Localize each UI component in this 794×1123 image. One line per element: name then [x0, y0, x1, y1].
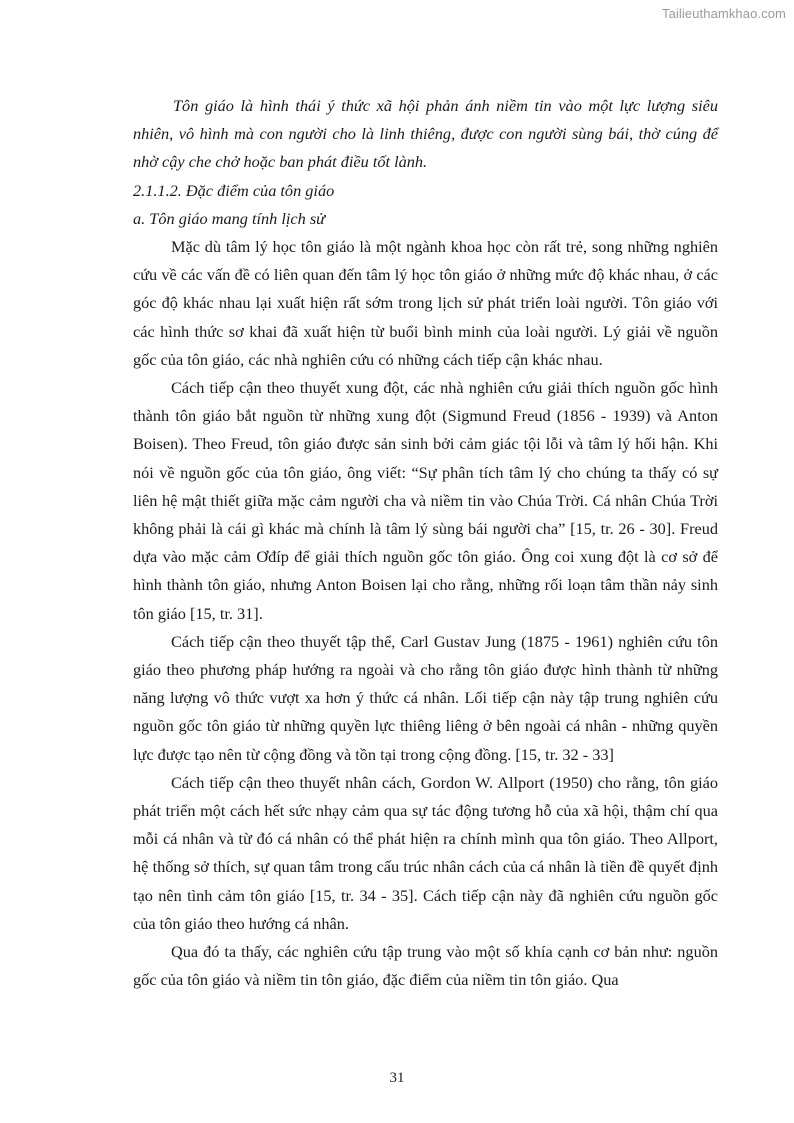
body-paragraph: Cách tiếp cận theo thuyết tập thể, Carl Gustav Jung (1875 - 1961) nghiên cứu tôn giáo theo phương pháp hướng ra ngoài và cho rằng tôn giáo được hình thành từ những năng lượng vô thức vượt xa hơn ý thức cá nhân. Lối tiếp cận này tập trung nghiên cứu nguồn gốc tôn giáo từ những quyền lực thiêng liêng ở bên ngoài cá nhân - những quyền lực được tạo nên từ cộng đồng và tồn tại trong cộng đồng. [15, tr. 32 - 33]: [133, 631, 718, 764]
body-paragraph: Mặc dù tâm lý học tôn giáo là một ngành khoa học còn rất trẻ, song những nghiên cứu về các vấn đề có liên quan đến tâm lý học tôn giáo ở những mức độ khác nhau, ở các góc độ khác nhau lại xuất hiện rất sớm trong lịch sử phát triển loài người. Tôn giáo với các hình thức sơ khai đã xuất hiện từ buổi bình minh của loài người. Lý giải về nguồn gốc của tôn giáo, các nhà nghiên cứu có những cách tiếp cận khác nhau.: [133, 237, 718, 369]
document-body: [133, 92, 718, 995]
subsection-heading: a. Tôn giáo mang tính lịch sử: [133, 208, 326, 228]
body-paragraph: Cách tiếp cận theo thuyết xung đột, các nhà nghiên cứu giải thích nguồn gốc hình thành tôn giáo bắt nguồn từ những xung đột (Sigmund Freud (1856 - 1939) và Anton Boisen). Theo Freud, tôn giáo được sản sinh bởi cảm giác tội lỗi và tâm lý hối hận. Khi nói về nguồn gốc của tôn giáo, ông viết: “Sự phân tích tâm lý cho chúng ta thấy có sự liên hệ mật thiết giữa mặc cảm người cha và niềm tin vào Chúa Trời. Cá nhân Chúa Trời không phải là cái gì khác mà chính là tâm lý sùng bái người cha” [15, tr. 26 - 30]. Freud dựa vào mặc cảm Ơđíp để giải thích nguồn gốc tôn giáo. Ông coi xung đột là cơ sở để hình thành tôn giáo, nhưng Anton Boisen lại cho rằng, những rối loạn tâm thần nảy sinh tôn giáo [15, tr. 31].: [133, 378, 718, 623]
watermark: Tailieuthamkhao.com: [661, 6, 786, 21]
definition-paragraph: Tôn giáo là hình thái ý thức xã hội phản ánh niềm tin vào một lực lượng siêu nhiên, vô hình mà con người cho là linh thiêng, được con người sùng bái, thờ cúng để nhờ cậy che chở hoặc ban phát điều tốt lành.: [133, 96, 718, 172]
body-paragraph: Qua đó ta thấy, các nghiên cứu tập trung vào một số khía cạnh cơ bản như: nguồn gốc của tôn giáo và niềm tin tôn giáo, đặc điểm của niềm tin tôn giáo. Qua: [133, 942, 718, 990]
page-number: 31: [389, 1070, 405, 1086]
section-heading: 2.1.1.2. Đặc điểm của tôn giáo: [133, 180, 335, 200]
body-paragraph: Cách tiếp cận theo thuyết nhân cách, Gordon W. Allport (1950) cho rằng, tôn giáo phát triển một cách hết sức nhạy cảm qua sự tác động tương hỗ của xã hội, thậm chí qua mỗi cá nhân và từ đó cá nhân có thể phát hiện ra chính mình qua tôn giáo. Theo Allport, hệ thống sở thích, sự quan tâm trong cấu trúc nhân cách của cá nhân là tiền đề quyết định tạo nên tình cảm tôn giáo [15, tr. 34 - 35]. Cách tiếp cận này đã nghiên cứu nguồn gốc của tôn giáo theo hướng cá nhân.: [133, 772, 718, 933]
